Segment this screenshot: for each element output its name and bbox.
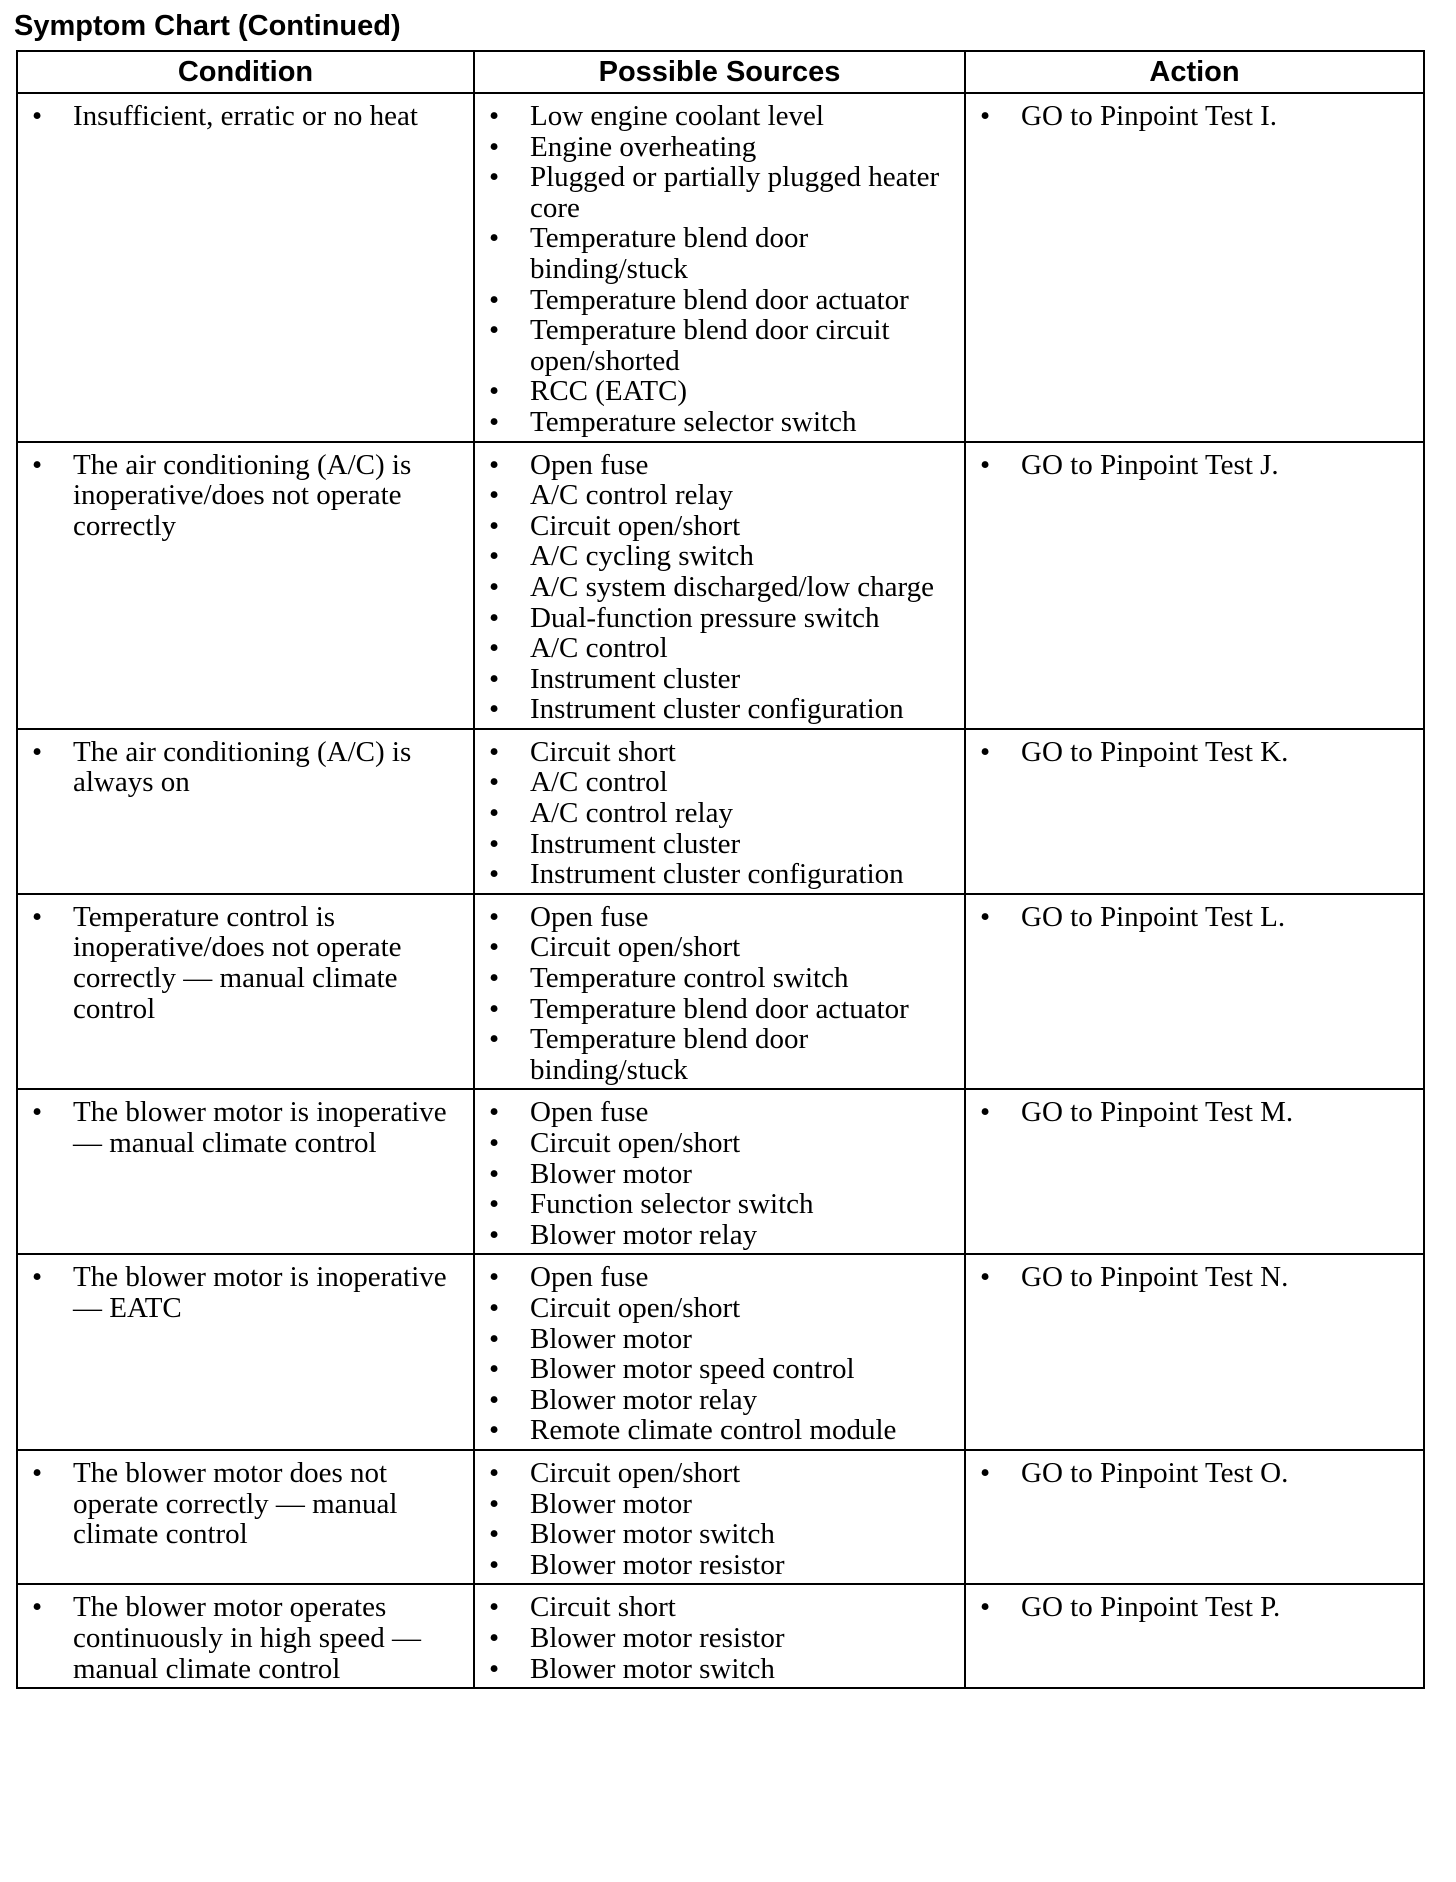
condition-list bbox=[18, 1592, 473, 1684]
source-item: • Circuit open/short bbox=[475, 1128, 964, 1159]
action-list bbox=[966, 737, 1423, 768]
source-item: • Open fuse bbox=[475, 1097, 964, 1128]
sources-cell bbox=[474, 1089, 965, 1254]
action-list bbox=[966, 1262, 1423, 1293]
source-item: • Circuit short bbox=[475, 1592, 964, 1623]
source-item: • Instrument cluster configuration bbox=[475, 859, 964, 890]
action-text: • GO to Pinpoint Test N. bbox=[966, 1262, 1423, 1293]
condition-cell bbox=[17, 93, 474, 442]
action-text: • GO to Pinpoint Test O. bbox=[966, 1458, 1423, 1489]
sources-cell bbox=[474, 1254, 965, 1450]
source-item: • Instrument cluster bbox=[475, 664, 964, 695]
condition-cell bbox=[17, 1450, 474, 1584]
source-item: • Circuit open/short bbox=[475, 1458, 964, 1489]
source-item: • Temperature blend door actuator bbox=[475, 285, 964, 316]
header-condition: Condition bbox=[17, 51, 474, 93]
condition-text: • The blower motor operates continuously in high speed — manual climate control bbox=[18, 1592, 473, 1684]
condition-cell bbox=[17, 1254, 474, 1450]
source-item: • Blower motor resistor bbox=[475, 1550, 964, 1581]
action-cell bbox=[965, 1584, 1424, 1688]
sources-list bbox=[475, 1458, 964, 1580]
source-item: • Open fuse bbox=[475, 1262, 964, 1293]
header-possible-sources: Possible Sources bbox=[474, 51, 965, 93]
action-list bbox=[966, 1458, 1423, 1489]
source-item: • Blower motor switch bbox=[475, 1654, 964, 1685]
action-cell bbox=[965, 442, 1424, 729]
condition-list bbox=[18, 1262, 473, 1323]
sources-list bbox=[475, 737, 964, 890]
chart-title: Symptom Chart (Continued) bbox=[14, 10, 401, 42]
action-cell bbox=[965, 1254, 1424, 1450]
condition-text: • The blower motor is inoperative — EATC bbox=[18, 1262, 473, 1323]
sources-cell bbox=[474, 894, 965, 1090]
action-text: • GO to Pinpoint Test K. bbox=[966, 737, 1423, 768]
source-item: • A/C system discharged/low charge bbox=[475, 572, 964, 603]
source-item: • Temperature selector switch bbox=[475, 407, 964, 438]
source-item: • Temperature blend door binding/stuck bbox=[475, 223, 964, 284]
source-item: • RCC (EATC) bbox=[475, 376, 964, 407]
source-item: • Instrument cluster configuration bbox=[475, 694, 964, 725]
condition-cell bbox=[17, 1089, 474, 1254]
condition-cell bbox=[17, 729, 474, 894]
condition-text: • The air conditioning (A/C) is inoperative/does not operate correctly bbox=[18, 450, 473, 542]
source-item: • Blower motor bbox=[475, 1489, 964, 1520]
condition-text: • The air conditioning (A/C) is always on bbox=[18, 737, 473, 798]
sources-cell bbox=[474, 1450, 965, 1584]
source-item: • Circuit open/short bbox=[475, 511, 964, 542]
condition-text: • The blower motor does not operate correctly — manual climate control bbox=[18, 1458, 473, 1550]
source-item: • Low engine coolant level bbox=[475, 101, 964, 132]
table-row bbox=[17, 894, 1424, 1090]
condition-cell bbox=[17, 442, 474, 729]
sources-list bbox=[475, 1262, 964, 1446]
sources-cell bbox=[474, 729, 965, 894]
action-list bbox=[966, 101, 1423, 132]
source-item: • A/C control relay bbox=[475, 798, 964, 829]
source-item: • Blower motor bbox=[475, 1324, 964, 1355]
source-item: • Blower motor relay bbox=[475, 1220, 964, 1251]
sources-list bbox=[475, 1097, 964, 1250]
source-item: • A/C control bbox=[475, 633, 964, 664]
sources-list bbox=[475, 902, 964, 1086]
source-item: • Open fuse bbox=[475, 450, 964, 481]
source-item: • A/C control bbox=[475, 767, 964, 798]
sources-list bbox=[475, 450, 964, 725]
sources-list bbox=[475, 1592, 964, 1684]
source-item: • Circuit open/short bbox=[475, 932, 964, 963]
action-cell bbox=[965, 1450, 1424, 1584]
action-text: • GO to Pinpoint Test J. bbox=[966, 450, 1423, 481]
table-body bbox=[17, 93, 1424, 1688]
condition-cell bbox=[17, 1584, 474, 1688]
source-item: • Plugged or partially plugged heater core bbox=[475, 162, 964, 223]
source-item: • Blower motor relay bbox=[475, 1385, 964, 1416]
table-row bbox=[17, 1254, 1424, 1450]
action-text: • GO to Pinpoint Test M. bbox=[966, 1097, 1423, 1128]
condition-text: • The blower motor is inoperative — manual climate control bbox=[18, 1097, 473, 1158]
header-row bbox=[17, 51, 1424, 93]
source-item: • Instrument cluster bbox=[475, 829, 964, 860]
source-item: • Circuit open/short bbox=[475, 1293, 964, 1324]
source-item: • Remote climate control module bbox=[475, 1415, 964, 1446]
table-row bbox=[17, 1089, 1424, 1254]
condition-list bbox=[18, 737, 473, 798]
action-cell bbox=[965, 93, 1424, 442]
action-text: • GO to Pinpoint Test I. bbox=[966, 101, 1423, 132]
source-item: • Function selector switch bbox=[475, 1189, 964, 1220]
condition-list bbox=[18, 902, 473, 1024]
source-item: • Engine overheating bbox=[475, 132, 964, 163]
condition-text: • Temperature control is inoperative/does not operate correctly — manual climate control bbox=[18, 902, 473, 1024]
sources-list bbox=[475, 101, 964, 438]
action-cell bbox=[965, 1089, 1424, 1254]
source-item: • Dual-function pressure switch bbox=[475, 603, 964, 634]
source-item: • Temperature blend door circuit open/shorted bbox=[475, 315, 964, 376]
source-item: • A/C control relay bbox=[475, 480, 964, 511]
condition-list bbox=[18, 101, 473, 132]
symptom-table bbox=[16, 50, 1425, 1689]
source-item: • Blower motor bbox=[475, 1159, 964, 1190]
source-item: • Blower motor resistor bbox=[475, 1623, 964, 1654]
action-text: • GO to Pinpoint Test P. bbox=[966, 1592, 1423, 1623]
source-item: • Blower motor switch bbox=[475, 1519, 964, 1550]
source-item: • A/C cycling switch bbox=[475, 541, 964, 572]
action-cell bbox=[965, 894, 1424, 1090]
source-item: • Temperature blend door actuator bbox=[475, 994, 964, 1025]
condition-cell bbox=[17, 894, 474, 1090]
action-list bbox=[966, 450, 1423, 481]
action-list bbox=[966, 1592, 1423, 1623]
action-cell bbox=[965, 729, 1424, 894]
sources-cell bbox=[474, 442, 965, 729]
table-row bbox=[17, 93, 1424, 442]
condition-list bbox=[18, 1458, 473, 1550]
table-row bbox=[17, 729, 1424, 894]
table-row bbox=[17, 1584, 1424, 1688]
condition-list bbox=[18, 1097, 473, 1158]
header-action: Action bbox=[965, 51, 1424, 93]
sources-cell bbox=[474, 1584, 965, 1688]
table-row bbox=[17, 1450, 1424, 1584]
action-text: • GO to Pinpoint Test L. bbox=[966, 902, 1423, 933]
condition-list bbox=[18, 450, 473, 542]
source-item: • Open fuse bbox=[475, 902, 964, 933]
source-item: • Temperature control switch bbox=[475, 963, 964, 994]
action-list bbox=[966, 1097, 1423, 1128]
sources-cell bbox=[474, 93, 965, 442]
source-item: • Circuit short bbox=[475, 737, 964, 768]
source-item: • Blower motor speed control bbox=[475, 1354, 964, 1385]
source-item: • Temperature blend door binding/stuck bbox=[475, 1024, 964, 1085]
action-list bbox=[966, 902, 1423, 933]
condition-text: • Insufficient, erratic or no heat bbox=[18, 101, 473, 132]
table-row bbox=[17, 442, 1424, 729]
